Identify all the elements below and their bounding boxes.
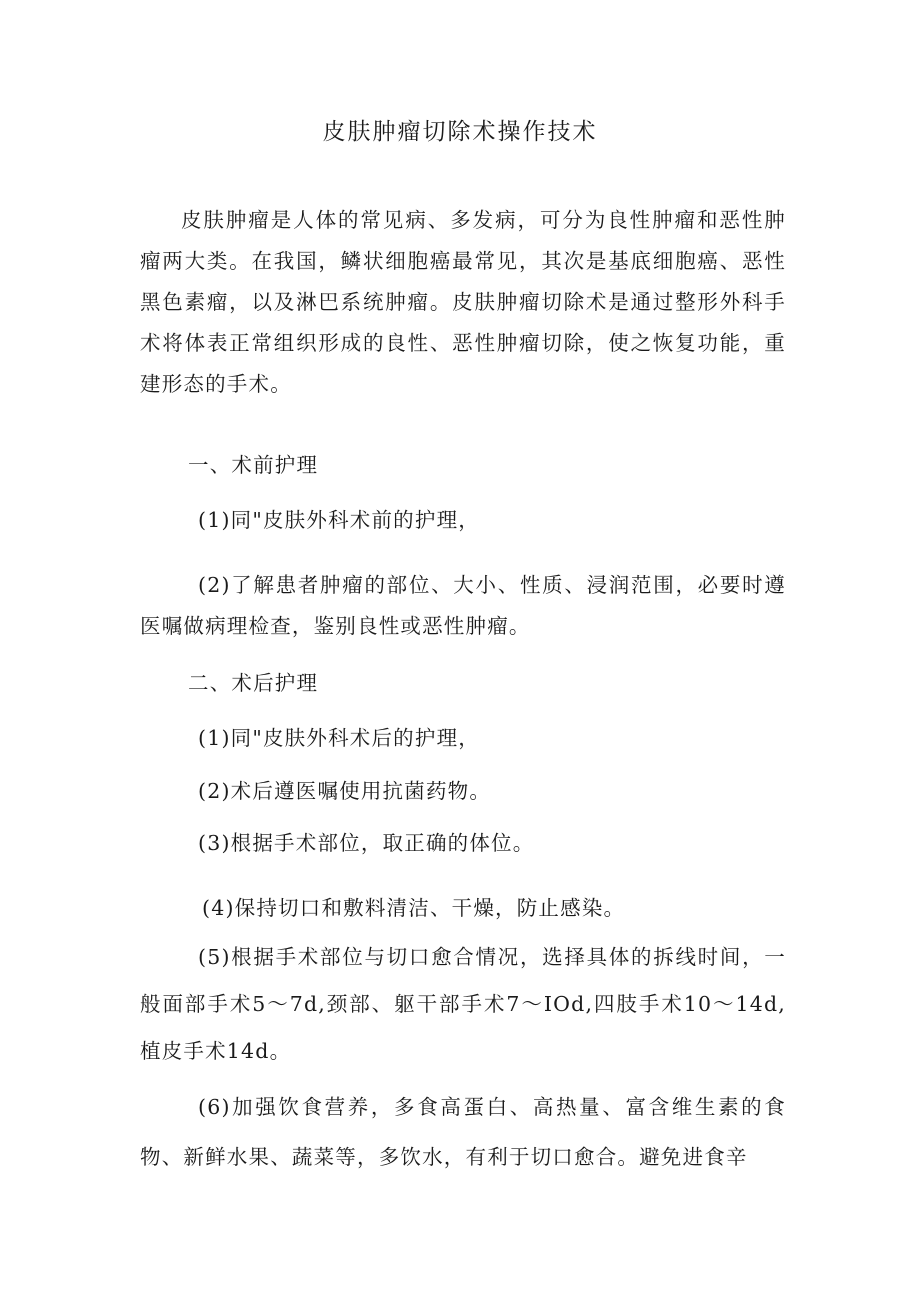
postop-item-2: (2)术后遵医嘱使用抗菌药物。 (198, 779, 492, 803)
section-heading-preop: 一、术前护理 (188, 453, 319, 477)
postop-item-3: (3)根据手术部位，取正确的体位。 (198, 831, 535, 855)
preop-item-2: (2)了解患者肿瘤的部位、大小、性质、浸润范围，必要时遵医嘱做病理检查，鉴别良性或恶性肿瘤。 (140, 573, 786, 638)
intro-paragraph: 皮肤肿瘤是人体的常见病、多发病，可分为良性肿瘤和恶性肿瘤两大类。在我国，鳞状细胞癌最常见，其次是基底细胞癌、恶性黑色素瘤，以及淋巴系统肿瘤。皮肤肿瘤切除术是通过整形外科手术将体表正常组织形成的良性、恶性肿瘤切除，使之恢复功能，重建形态的手术。 (140, 208, 786, 396)
postop-item-6: (6)加强饮食营养，多食高蛋白、高热量、富含维生素的食物、新鲜水果、蔬菜等，多饮水，有利于切口愈合。避免进食辛 (140, 1095, 786, 1169)
postop-item-1: (1)同"皮肤外科术后的护理， (198, 726, 480, 750)
preop-item-1: (1)同"皮肤外科术前的护理， (198, 508, 480, 532)
postop-item-5: (5)根据手术部位与切口愈合情况，选择具体的拆线时间，一般面部手术5～7d,颈部、躯干部手术7～IOd,四肢手术10～14d,植皮手术14d。 (140, 945, 786, 1063)
section-heading-postop: 二、术后护理 (188, 671, 319, 695)
postop-item-4: (4)保持切口和敷料清洁、干燥，防止感染。 (202, 896, 626, 920)
document-title: 皮肤肿瘤切除术操作技术 (322, 119, 598, 145)
